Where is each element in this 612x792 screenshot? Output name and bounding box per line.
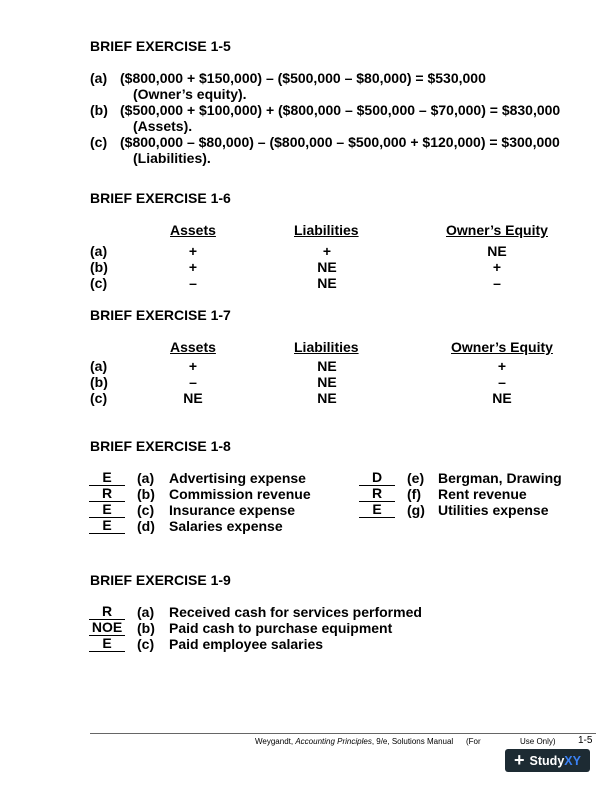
footer-use-only: Use Only)	[520, 737, 556, 746]
be15-a-label: (a)	[90, 70, 108, 86]
be15-c-line1: ($800,000 – $80,000) – ($800,000 – $500,000 + $120,000) = $300,000	[120, 134, 560, 150]
be18-f-text: Rent revenue	[438, 486, 527, 502]
be16-row-c-equity: –	[493, 275, 501, 291]
be18-b-text: Commission revenue	[169, 486, 311, 502]
be17-row-c-equity: NE	[492, 390, 512, 406]
be18-g-code: E	[359, 502, 395, 518]
be17-row-a-liabilities: NE	[317, 358, 337, 374]
be16-row-a-liabilities: +	[322, 243, 332, 259]
be15-a-line1: ($800,000 + $150,000) – ($500,000 – $80,000) = $530,000	[120, 70, 486, 86]
be19-a-code: R	[89, 604, 125, 620]
be16-row-a-assets: +	[188, 243, 198, 259]
be18-heading: BRIEF EXERCISE 1-8	[90, 438, 231, 454]
footer-citation	[255, 737, 453, 746]
be17-col-liabilities: Liabilities	[294, 339, 359, 355]
be19-b-text: Paid cash to purchase equipment	[169, 620, 393, 636]
be16-heading: BRIEF EXERCISE 1-6	[90, 190, 231, 206]
be18-c-code: E	[89, 502, 125, 518]
be17-row-a-assets: +	[188, 358, 198, 374]
be18-e-text: Bergman, Drawing	[438, 470, 562, 486]
be18-g-label: (g)	[407, 502, 425, 518]
be15-b-label: (b)	[90, 102, 108, 118]
be17-row-c-assets: NE	[183, 390, 203, 406]
be17-row-b-assets: –	[189, 374, 197, 390]
be16-row-b-label: (b)	[90, 259, 108, 275]
be17-heading: BRIEF EXERCISE 1-7	[90, 307, 231, 323]
be17-row-b-label: (b)	[90, 374, 108, 390]
be18-a-label: (a)	[137, 470, 155, 486]
be19-b-code: NOE	[89, 620, 125, 636]
be17-row-c-label: (c)	[90, 390, 108, 406]
be18-c-label: (c)	[137, 502, 155, 518]
be17-row-c-liabilities: NE	[317, 390, 337, 406]
be16-row-b-equity: +	[492, 259, 502, 275]
be19-heading: BRIEF EXERCISE 1-9	[90, 572, 231, 588]
be17-row-a-label: (a)	[90, 358, 108, 374]
be16-col-equity: Owner’s Equity	[446, 222, 548, 238]
be15-heading: BRIEF EXERCISE 1-5	[90, 38, 231, 54]
be18-d-text: Salaries expense	[169, 518, 283, 534]
brand-xy: XY	[564, 753, 581, 768]
be16-row-a-label: (a)	[90, 243, 108, 259]
be18-b-label: (b)	[137, 486, 155, 502]
plus-icon: +	[514, 749, 525, 770]
be18-d-label: (d)	[137, 518, 155, 534]
be17-row-b-liabilities: NE	[317, 374, 337, 390]
be16-row-a-equity: NE	[487, 243, 507, 259]
be18-f-code: R	[359, 486, 395, 502]
be19-c-label: (c)	[137, 636, 155, 652]
studyxy-logo-text	[530, 754, 581, 768]
be16-row-c-assets: –	[189, 275, 197, 291]
be17-row-b-equity: –	[498, 374, 506, 390]
be18-a-text: Advertising expense	[169, 470, 306, 486]
be16-col-assets: Assets	[170, 222, 216, 238]
brand-study: Study	[529, 753, 565, 768]
footer-author: Weygandt,	[255, 737, 296, 746]
studyxy-badge[interactable]	[505, 749, 590, 772]
be16-row-b-liabilities: NE	[317, 259, 337, 275]
be16-row-c-liabilities: NE	[317, 275, 337, 291]
be18-d-code: E	[89, 518, 125, 534]
be15-b-line1: ($500,000 + $100,000) + ($800,000 – $500,000 – $70,000) = $830,000	[120, 102, 561, 118]
be18-b-code: R	[89, 486, 125, 502]
be19-b-label: (b)	[137, 620, 155, 636]
be19-c-code: E	[89, 636, 125, 652]
be18-e-label: (e)	[407, 470, 425, 486]
footer-book-title: Accounting Principles	[295, 737, 372, 746]
be17-col-assets: Assets	[170, 339, 216, 355]
page-number: 1-5	[578, 735, 593, 746]
be19-a-label: (a)	[137, 604, 155, 620]
be19-c-text: Paid employee salaries	[169, 636, 324, 652]
be18-c-text: Insurance expense	[169, 502, 296, 518]
be16-row-c-label: (c)	[90, 275, 108, 291]
be15-c-line2: (Liabilities).	[133, 150, 211, 166]
be18-f-label: (f)	[407, 486, 421, 502]
be18-e-code: D	[359, 470, 395, 486]
be15-b-line2: (Assets).	[133, 118, 193, 134]
be17-col-equity: Owner’s Equity	[451, 339, 553, 355]
be16-col-liabilities: Liabilities	[294, 222, 359, 238]
be16-row-b-assets: +	[188, 259, 198, 275]
footer-edition: , 9/e, Solutions Manual	[371, 737, 454, 746]
be15-a-line2: (Owner’s equity).	[133, 86, 247, 102]
footer-rule	[90, 733, 596, 734]
be15-c-label: (c)	[90, 134, 108, 150]
be17-row-a-equity: +	[497, 358, 507, 374]
be18-g-text: Utilities expense	[438, 502, 549, 518]
footer-for: (For	[466, 737, 481, 746]
be18-a-code: E	[89, 470, 125, 486]
be19-a-text: Received cash for services performed	[169, 604, 422, 620]
